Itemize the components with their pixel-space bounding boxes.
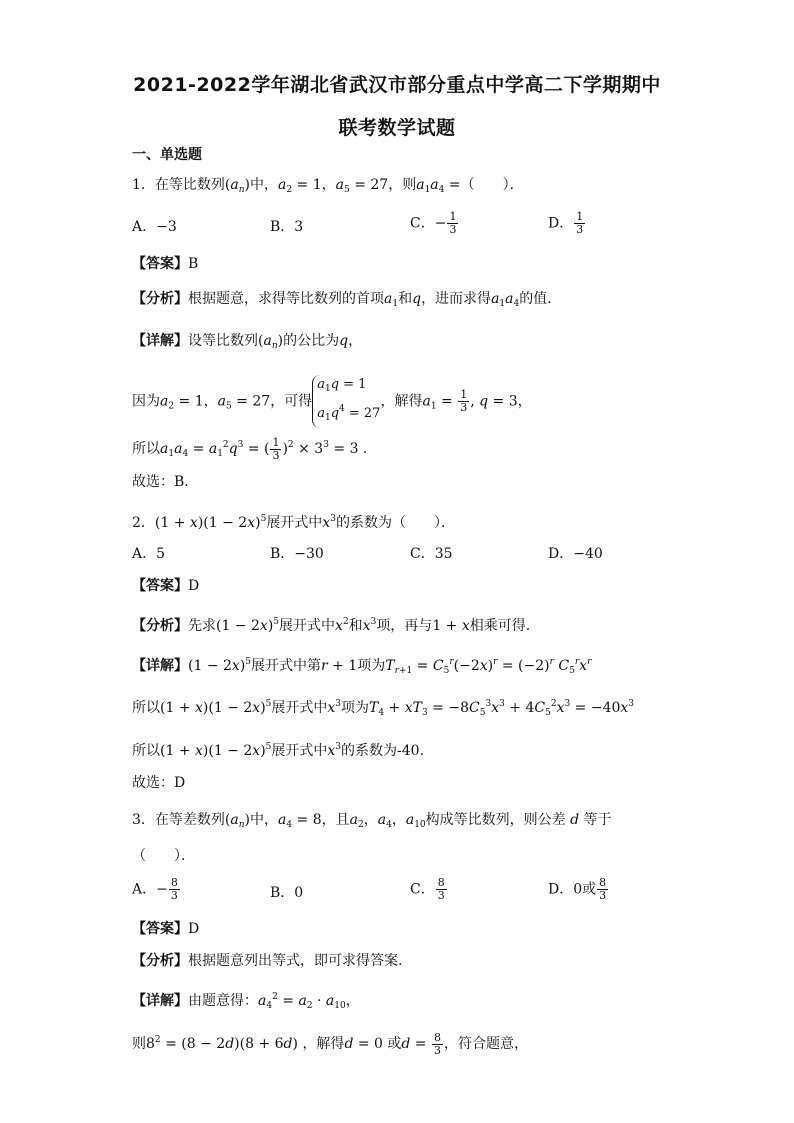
- question-3-detail: 【详解】由题意得：$a_4^2 = a_2 \cdot a_{10}$，: [132, 992, 360, 1011]
- question-3-answer: 【答案】D: [132, 921, 200, 937]
- question-3-option-d: D．0或 $\frac{8}{3}$: [548, 876, 607, 902]
- question-3-stem: 3．在等差数列$(a_n)$中，$a_4 = 8$，且$a_2$，$a_4$，$a_{10}$构成等比数列，则公差 d 等于: [132, 812, 612, 830]
- page-title: 2021-2022学年湖北省武汉市部分重点中学高二下学期期中: [133, 74, 661, 96]
- question-2-conclusion: 故选：D: [132, 775, 186, 791]
- question-3-stem-line2: （ ）．: [132, 848, 195, 864]
- question-3-option-a: A．− $\frac{8}{3}$: [132, 876, 178, 902]
- question-2-option-b: B．−30: [270, 546, 324, 562]
- question-1-option-a: A．−3: [132, 219, 177, 235]
- question-1-detail-line3: 所以$a_1a_4 = a_1^2q^3$ = ( $\frac{1}{3}$ )$^2 \times 3^3 = 3$ .: [132, 435, 368, 462]
- question-2-stem: 2．$(1 + x)(1 - 2x)^5$展开式中$x^3$的系数为（ ）．: [132, 514, 455, 531]
- question-1-option-c: C．− $\frac{1}{3}$: [410, 210, 457, 236]
- question-1-option-b: B．3: [270, 219, 304, 235]
- question-2-option-a: A．5: [132, 546, 166, 562]
- question-2-option-c: C．35: [410, 546, 453, 562]
- page-title-line2: 联考数学试题: [338, 117, 456, 139]
- question-2-answer: 【答案】D: [132, 578, 200, 594]
- question-2-detail-line3: 所以$(1 + x)(1 - 2x)^5$展开式中$x^3$的系数为-40.: [132, 742, 425, 759]
- question-2-option-d: D．−40: [548, 546, 603, 562]
- section-heading: 一、单选题: [132, 147, 202, 163]
- question-3-option-c: C． $\frac{8}{3}$: [410, 876, 445, 902]
- question-1-conclusion: 故选：B.: [132, 474, 189, 490]
- question-1-stem: 1．在等比数列$(a_n)$中，$a_2 = 1$，$a_5 = 27$，则$a_1a_4$ =（ ）．: [132, 177, 524, 195]
- question-2-detail: 【详解】$(1 - 2x)^5$展开式中第r + 1项为$T_{r+1} = C_5^r(-2x)^r = (-2)^r$ $C_5^rx^r$: [132, 657, 592, 676]
- question-2-detail-line2: 所以$(1 + x)(1 - 2x)^5$展开式中$x^3$项为$T_4 + xT_3 = -8C_5^3x^3 + 4C_5^2x^3 = -40x^3$: [132, 699, 635, 718]
- question-1-option-d: D． $\frac{1}{3}$: [548, 210, 584, 236]
- question-2-analysis: 【分析】先求$(1 - 2x)^5$展开式中$x^2$和$x^3$项，再与1 + x相乘可得.: [132, 617, 531, 634]
- question-1-detail-line2: 因为$a_2 = 1$，$a_5 = 27$，可得 $a_1q = 1$ $a_1q^4 = 27$ ，解得$a_1$ = $\frac{1}{3}$ , q = 3，: [132, 375, 532, 428]
- question-3-detail-line2: 则$8^2 = (8 - 2d)(8 + 6d)$ ，解得d = 0 或d = $\frac{8}{3}$ ，符合题意，: [132, 1030, 529, 1057]
- question-1-analysis: 【分析】根据题意，求得等比数列的首项$a_1$和q，进而求得$a_1a_4$的值.: [132, 291, 552, 309]
- question-3-analysis: 【分析】根据题意列出等式，即可求得答案.: [132, 953, 403, 969]
- question-3-option-b: B．0: [270, 885, 304, 901]
- question-1-detail: 【详解】设等比数列$(a_n)$的公比为q，: [132, 333, 363, 351]
- question-1-answer: 【答案】B: [132, 256, 199, 272]
